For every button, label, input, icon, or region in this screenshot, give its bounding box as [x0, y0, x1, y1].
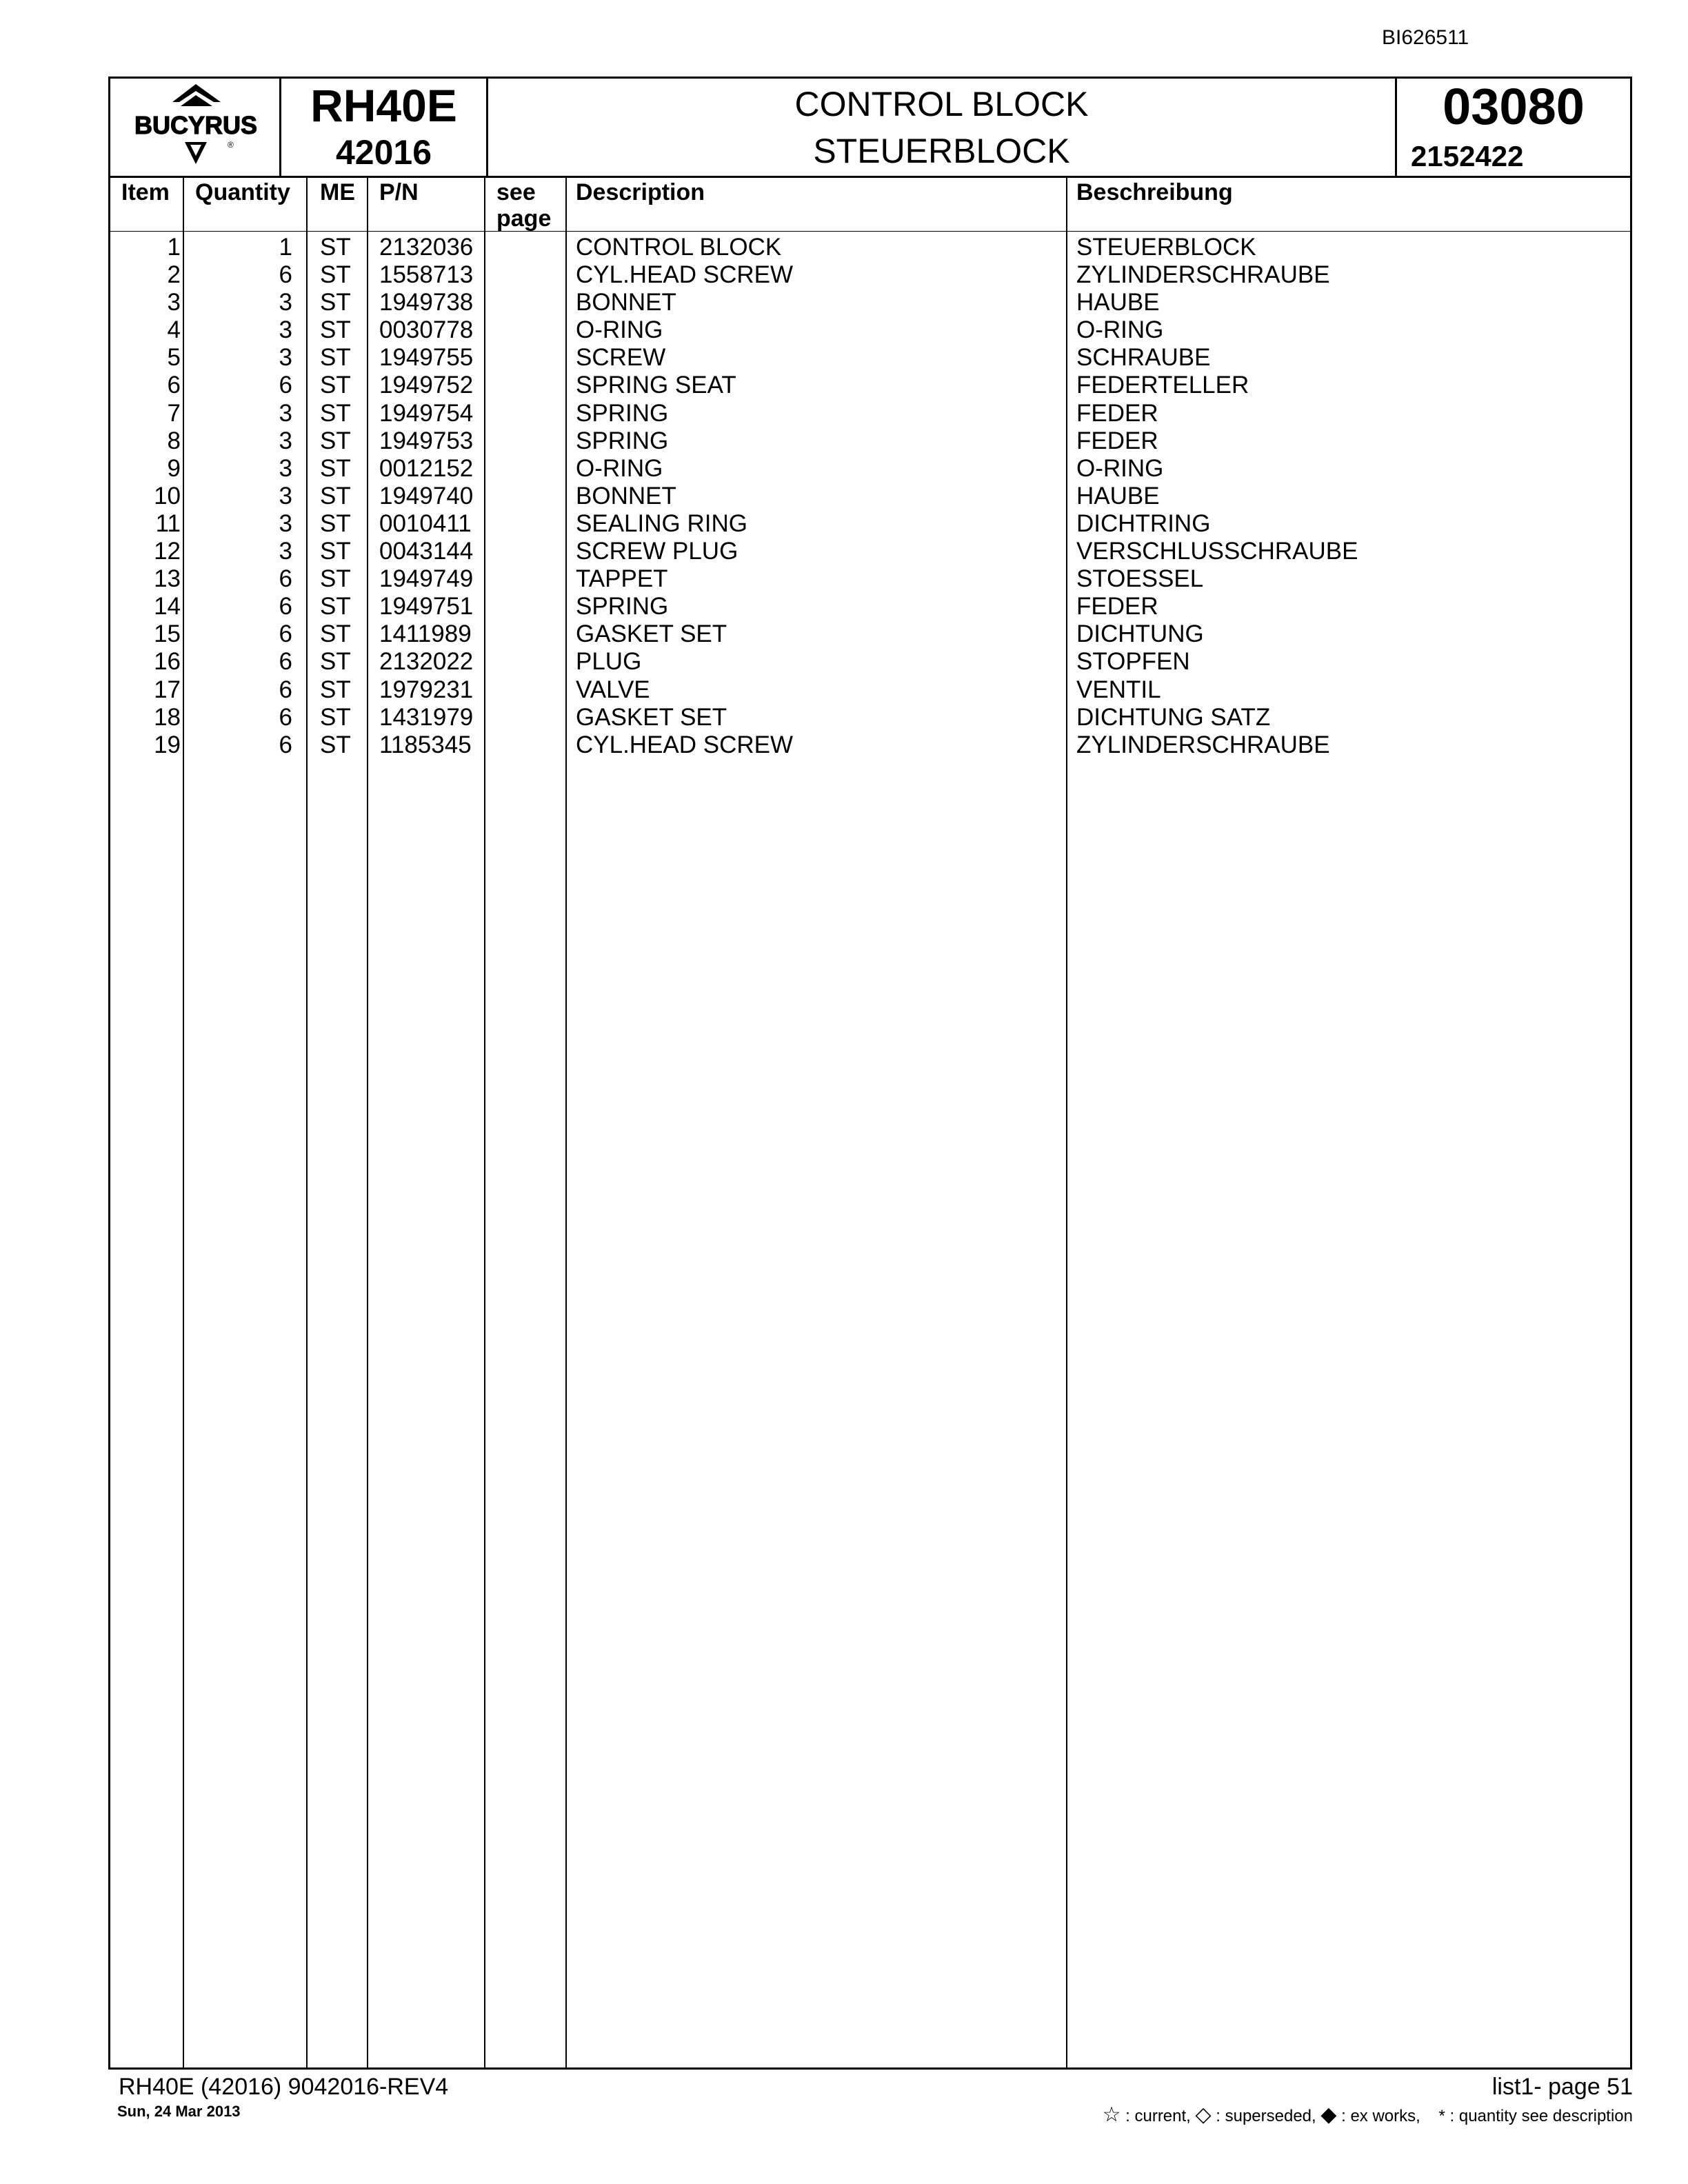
item-cell: 14: [154, 593, 181, 620]
beschreibung-cell: ZYLINDERSCHRAUBE: [1076, 731, 1330, 758]
item-cell: 4: [167, 316, 181, 344]
beschreibung-cell: DICHTUNG SATZ: [1076, 703, 1271, 731]
legend-ex-works: : ex works,: [1341, 2107, 1420, 2125]
header-page: page: [496, 205, 552, 232]
item-cell: 15: [154, 620, 181, 648]
part-number-cell: 1949740: [379, 482, 474, 509]
group-code: 03080: [1443, 78, 1585, 135]
legend-superseded: : superseded,: [1216, 2107, 1316, 2125]
description-cell: SPRING: [576, 399, 669, 427]
quantity-cell: 3: [279, 454, 292, 482]
parts-list-frame: [108, 77, 1632, 2070]
unit-cell: ST: [320, 648, 351, 676]
header-see: see: [496, 179, 536, 205]
beschreibung-cell: DICHTRING: [1076, 509, 1211, 537]
header-description: Description: [576, 179, 705, 205]
table-row: [110, 372, 1630, 399]
table-row: [110, 234, 1630, 261]
unit-cell: ST: [320, 509, 351, 537]
description-cell: SEALING RING: [576, 509, 747, 537]
item-cell: 7: [167, 399, 181, 427]
item-cell: 3: [167, 289, 181, 316]
star-outline-icon: ☆: [1102, 2103, 1121, 2126]
unit-cell: ST: [320, 234, 351, 261]
group-code-cell: [1397, 79, 1630, 176]
beschreibung-cell: DICHTUNG: [1076, 620, 1204, 648]
diamond-filled-icon: ◆: [1320, 2103, 1337, 2126]
table-row: [110, 344, 1630, 372]
table-row: [110, 704, 1630, 731]
beschreibung-cell: HAUBE: [1076, 289, 1160, 316]
item-cell: 8: [167, 427, 181, 454]
quantity-cell: 6: [279, 372, 292, 399]
quantity-cell: 3: [279, 316, 292, 344]
table-row: [110, 565, 1630, 593]
part-number-cell: 1949753: [379, 427, 474, 454]
document-id: BI626511: [1382, 26, 1469, 49]
part-number-cell: 0012152: [379, 454, 474, 482]
header-me: ME: [320, 179, 355, 205]
table-row: [110, 316, 1630, 344]
part-number-cell: 1949738: [379, 289, 474, 316]
beschreibung-cell: STOESSEL: [1076, 565, 1204, 593]
item-cell: 2: [167, 261, 181, 289]
header-band: [110, 79, 1630, 178]
title-cell: [488, 79, 1397, 176]
quantity-cell: 6: [279, 676, 292, 703]
description-cell: CONTROL BLOCK: [576, 234, 782, 261]
beschreibung-cell: FEDERTELLER: [1076, 372, 1249, 399]
table-row: [110, 510, 1630, 538]
legend-current: : current,: [1125, 2107, 1191, 2125]
beschreibung-cell: STEUERBLOCK: [1076, 234, 1256, 261]
part-number-cell: 1979231: [379, 676, 474, 703]
header-pn: P/N: [379, 179, 419, 205]
unit-cell: ST: [320, 427, 351, 454]
quantity-cell: 6: [279, 565, 292, 593]
beschreibung-cell: SCHRAUBE: [1076, 344, 1211, 372]
description-cell: BONNET: [576, 482, 676, 509]
parts-table-body: [110, 234, 1630, 759]
unit-cell: ST: [320, 261, 351, 289]
part-number-cell: 0043144: [379, 538, 474, 565]
item-cell: 13: [154, 565, 181, 593]
part-number-cell: 2132022: [379, 648, 474, 676]
description-cell: SPRING: [576, 593, 669, 620]
description-cell: SCREW: [576, 344, 666, 372]
unit-cell: ST: [320, 620, 351, 648]
description-cell: O-RING: [576, 454, 663, 482]
part-number-cell: 1411989: [379, 620, 472, 648]
quantity-cell: 3: [279, 538, 292, 565]
quantity-cell: 3: [279, 399, 292, 427]
beschreibung-cell: FEDER: [1076, 399, 1158, 427]
quantity-cell: 6: [279, 620, 292, 648]
description-cell: O-RING: [576, 316, 663, 344]
beschreibung-cell: HAUBE: [1076, 482, 1160, 509]
unit-cell: ST: [320, 676, 351, 703]
description-cell: VALVE: [576, 676, 650, 703]
table-row: [110, 289, 1630, 316]
item-cell: 11: [155, 509, 181, 537]
description-cell: CYL.HEAD SCREW: [576, 731, 794, 758]
part-number-cell: 2132036: [379, 234, 474, 261]
header-beschreibung: Beschreibung: [1076, 179, 1233, 205]
beschreibung-cell: VENTIL: [1076, 676, 1161, 703]
header-see-page: [496, 179, 551, 232]
unit-cell: ST: [320, 316, 351, 344]
part-number-cell: 1558713: [379, 261, 474, 289]
description-cell: CYL.HEAD SCREW: [576, 261, 794, 289]
model-cell: [281, 79, 488, 176]
unit-cell: ST: [320, 703, 351, 731]
footer-legend: [1103, 2103, 1633, 2127]
part-number-cell: 0010411: [379, 509, 472, 537]
beschreibung-cell: STOPFEN: [1076, 648, 1190, 676]
quantity-cell: 6: [279, 593, 292, 620]
unit-cell: ST: [320, 482, 351, 509]
beschreibung-cell: FEDER: [1076, 593, 1158, 620]
footer-document-ref: RH40E (42016) 9042016-REV4: [119, 2074, 449, 2100]
table-row: [110, 538, 1630, 565]
description-cell: GASKET SET: [576, 703, 727, 731]
description-cell: SCREW PLUG: [576, 538, 738, 565]
part-number-cell: 1949755: [379, 344, 474, 372]
description-cell: SPRING SEAT: [576, 372, 736, 399]
table-row: [110, 400, 1630, 427]
quantity-cell: 3: [279, 289, 292, 316]
beschreibung-cell: O-RING: [1076, 316, 1164, 344]
unit-cell: ST: [320, 399, 351, 427]
unit-cell: ST: [320, 538, 351, 565]
description-cell: TAPPET: [576, 565, 668, 593]
group-sub-number: 2152422: [1411, 140, 1524, 172]
table-row: [110, 261, 1630, 289]
item-cell: 9: [167, 454, 181, 482]
quantity-cell: 3: [279, 509, 292, 537]
diamond-outline-icon: ◇: [1195, 2103, 1212, 2126]
table-row: [110, 455, 1630, 483]
beschreibung-cell: FEDER: [1076, 427, 1158, 454]
part-number-cell: 1949751: [379, 593, 474, 620]
part-number-cell: 1949752: [379, 372, 474, 399]
footer-date: Sun, 24 Mar 2013: [117, 2103, 241, 2120]
unit-cell: ST: [320, 565, 351, 593]
item-cell: 10: [154, 482, 181, 509]
quantity-cell: 6: [279, 731, 292, 758]
table-row: [110, 593, 1630, 620]
quantity-cell: 1: [279, 234, 292, 261]
quantity-cell: 3: [279, 344, 292, 372]
unit-cell: ST: [320, 454, 351, 482]
title-english: CONTROL BLOCK: [794, 85, 1089, 123]
part-number-cell: 1431979: [379, 703, 474, 731]
item-cell: 6: [167, 372, 181, 399]
item-cell: 18: [154, 703, 181, 731]
quantity-cell: 3: [279, 427, 292, 454]
quantity-cell: 6: [279, 648, 292, 676]
legend-quantity: * : quantity see description: [1438, 2107, 1633, 2125]
beschreibung-cell: VERSCHLUSSCHRAUBE: [1076, 538, 1358, 565]
quantity-cell: 6: [279, 703, 292, 731]
description-cell: BONNET: [576, 289, 676, 316]
unit-cell: ST: [320, 289, 351, 316]
footer-page-number: list1- page 51: [1491, 2074, 1633, 2100]
description-cell: PLUG: [576, 648, 642, 676]
item-cell: 16: [154, 648, 181, 676]
title-german: STEUERBLOCK: [813, 132, 1070, 170]
table-row: [110, 731, 1630, 759]
table-row: [110, 676, 1630, 704]
table-row: [110, 427, 1630, 455]
unit-cell: ST: [320, 593, 351, 620]
beschreibung-cell: O-RING: [1076, 454, 1164, 482]
svg-text:®: ®: [228, 140, 234, 150]
part-number-cell: 0030778: [379, 316, 474, 344]
unit-cell: ST: [320, 731, 351, 758]
table-row: [110, 620, 1630, 648]
part-number-cell: 1185345: [379, 731, 472, 758]
part-number-cell: 1949749: [379, 565, 474, 593]
item-cell: 12: [154, 538, 181, 565]
quantity-cell: 6: [279, 261, 292, 289]
model-name: RH40E: [310, 80, 457, 131]
bucyrus-logo: [110, 79, 281, 176]
beschreibung-cell: ZYLINDERSCHRAUBE: [1076, 261, 1330, 289]
unit-cell: ST: [320, 344, 351, 372]
item-cell: 1: [167, 234, 181, 261]
item-cell: 19: [154, 731, 181, 758]
item-cell: 17: [154, 676, 181, 703]
logo-wordmark: BUCYRUS: [134, 111, 258, 139]
quantity-cell: 3: [279, 482, 292, 509]
description-cell: GASKET SET: [576, 620, 727, 648]
header-item: Item: [121, 179, 170, 205]
bucyrus-logo-icon: [110, 79, 281, 176]
unit-cell: ST: [320, 372, 351, 399]
part-number-cell: 1949754: [379, 399, 474, 427]
table-row: [110, 648, 1630, 676]
table-row: [110, 483, 1630, 510]
model-number: 42016: [335, 133, 432, 172]
item-cell: 5: [167, 344, 181, 372]
header-quantity: Quantity: [195, 179, 290, 205]
description-cell: SPRING: [576, 427, 669, 454]
